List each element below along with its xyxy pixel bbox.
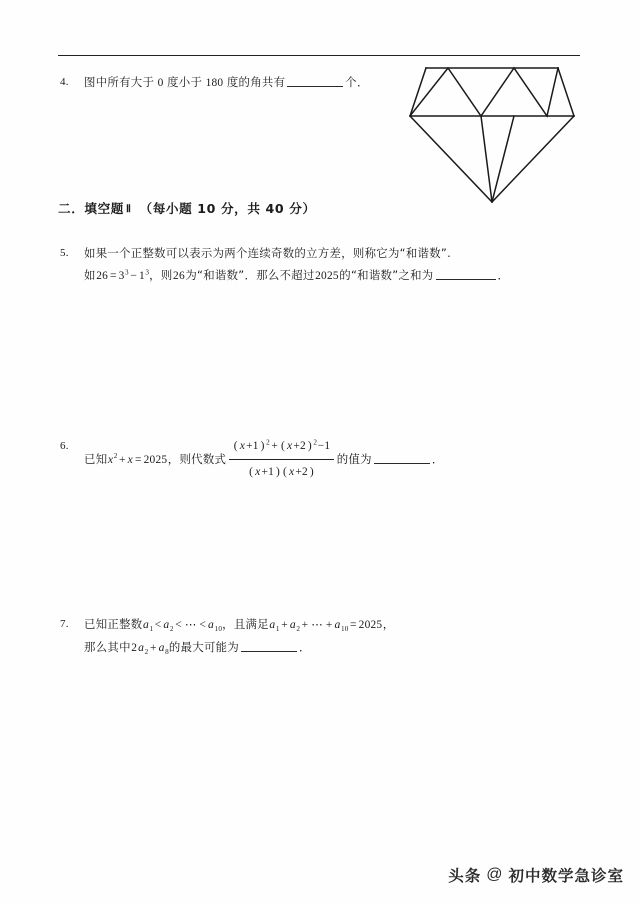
q6-plus: +: [119, 453, 126, 466]
q7-target-a2-sub: 2: [144, 647, 149, 656]
q6-den-b-open: (: [282, 465, 287, 478]
q7-sum-a2-sub: 2: [296, 625, 301, 634]
question-6-body: [84, 436, 444, 484]
q6-var-x-squared: x: [107, 452, 114, 466]
section-heading-label: 二．填空题: [58, 201, 124, 216]
q5-exponent-1: 3: [145, 268, 150, 277]
q5-base-3: 3: [118, 270, 125, 283]
q6-post: 的值为: [336, 451, 372, 466]
q6-num-b-close: ): [307, 440, 312, 452]
diamond-figure-svg: [408, 58, 576, 204]
page-top-rule: [58, 55, 580, 56]
q7-a2: a: [163, 618, 170, 631]
q4-text-pre: 图中所有大于: [84, 75, 155, 89]
q6-num-a-plus1: +1: [246, 440, 259, 452]
question-7-number: 7.: [60, 618, 69, 630]
q7-sum-plus-2: +: [301, 619, 309, 631]
q7-line2-tail: ．: [299, 639, 311, 654]
q7-a1: a: [142, 618, 149, 631]
gem-pavilion-facet-left: [481, 116, 492, 202]
q7-a10-sub: 10: [214, 625, 223, 634]
q6-num-b-exponent: 2: [313, 438, 318, 447]
q5-line2-mid-2: 为“和谐数”．那么不超过: [185, 268, 315, 283]
q5-line2-tail: ．: [497, 268, 510, 283]
q4-answer-blank[interactable]: [287, 75, 343, 87]
q5-minus: −: [130, 270, 137, 283]
q6-den-a-plus: +1: [261, 465, 274, 478]
gem-upper-left-facet: [410, 68, 426, 116]
q6-equals: =: [135, 453, 142, 466]
watermark-at-symbol: @: [486, 866, 504, 883]
q4-number-180: 180: [205, 77, 224, 89]
q6-num-b-x: x: [287, 439, 293, 452]
q6-var-x: x: [127, 452, 134, 466]
question-7: [60, 614, 394, 659]
question-5-number: 5.: [60, 247, 69, 259]
q6-num-plus: +: [271, 440, 279, 452]
q7-sum-plus-3: +: [325, 619, 333, 631]
q7-lt-3: <: [199, 619, 207, 631]
q7-sum-a2: a: [289, 618, 296, 631]
q4-text-mid-1: 度小于: [167, 75, 203, 89]
gem-upper-right-facet: [558, 68, 574, 116]
q7-target-a2: a: [138, 640, 145, 654]
q6-num-a-open: (: [233, 440, 238, 452]
q6-tail: ．: [431, 451, 444, 466]
q7-line2-post: 的最大可能为: [168, 639, 240, 654]
q7-target-a8: a: [158, 640, 165, 654]
q5-number-26-b: 26: [173, 270, 185, 283]
q7-a1-sub: 1: [149, 625, 154, 634]
q7-answer-blank[interactable]: [241, 640, 297, 652]
q6-num-a-close: ): [260, 440, 265, 452]
question-5-line-1: [84, 243, 509, 265]
q6-num-a-exponent: 2: [266, 438, 270, 447]
question-4-line-1: [84, 72, 369, 95]
q6-fraction-denominator: [229, 460, 334, 484]
q7-line1-comma: ，: [382, 617, 395, 631]
q5-line2-pre: 如: [84, 268, 96, 283]
q6-den-b-plus: +2: [295, 465, 308, 478]
q5-number-26-a: 26: [96, 270, 108, 283]
question-7-line-1: [84, 614, 394, 637]
q6-num-b-plus2: +2: [293, 440, 306, 452]
section-heading: [58, 198, 316, 217]
gem-crown-facets: [410, 68, 558, 116]
question-7-line-2: [84, 637, 394, 660]
question-5-line-2: [84, 265, 509, 288]
q6-den-b-close: ): [309, 465, 314, 478]
q7-sum-a1-sub: 1: [275, 625, 280, 634]
q6-x-exponent: 2: [113, 452, 118, 461]
q7-sum-equals: =: [350, 619, 357, 631]
section-heading-score: （每小题 10 分，共 40 分）: [139, 201, 316, 216]
question-6-number: 6.: [60, 440, 69, 452]
q5-exponent-3: 3: [125, 268, 129, 277]
q7-a10: a: [208, 618, 215, 631]
question-4-number: 4.: [60, 76, 69, 88]
q6-den-a-open: (: [249, 465, 254, 478]
q7-mid: ，且满足: [222, 617, 269, 631]
q7-lt-2: <: [175, 619, 182, 631]
q7-lt-1: <: [154, 619, 162, 631]
q5-number-2025: 2025: [315, 270, 339, 283]
q5-base-1: 1: [138, 270, 145, 283]
q6-num-minus-one: −1: [317, 440, 331, 452]
watermark: [448, 864, 624, 886]
q4-text-tail: 个．: [345, 75, 369, 89]
gem-pavilion-facet-right: [492, 116, 514, 202]
q6-mid: ，则代数式: [167, 451, 227, 466]
q5-statement: 如果一个正整数可以表示为两个连续奇数的立方差，则称它为“和谐数”.: [84, 246, 452, 260]
q6-den-b-x: x: [288, 464, 295, 478]
q6-num-b-open: (: [281, 440, 286, 452]
q7-a2-sub: 2: [169, 625, 174, 634]
question-6: [60, 436, 444, 484]
gem-pavilion-outline: [410, 116, 574, 202]
q7-target-a8-sub: 8: [165, 647, 169, 656]
q7-sum-plus-1: +: [281, 619, 288, 631]
question-6-line-1: [84, 436, 444, 484]
q5-line2-mid-1: ，则: [149, 268, 173, 283]
watermark-account: 初中数学急诊室: [508, 867, 624, 885]
question-5: [60, 243, 509, 288]
q6-fraction: [229, 435, 334, 483]
q5-line2-mid-3: 的“和谐数”之和为: [339, 268, 434, 283]
q7-dots-2: ⋯: [311, 619, 323, 631]
q7-dots-1: ⋯: [184, 619, 197, 631]
q5-answer-blank[interactable]: [436, 268, 496, 280]
q7-line2-pre: 那么其中: [84, 639, 131, 654]
diamond-figure: [408, 58, 576, 204]
q7-sum-a1: a: [269, 618, 276, 631]
q7-sum-a10-sub: 10: [340, 625, 349, 634]
q7-pre: 已知正整数: [84, 617, 143, 631]
q5-equals: =: [110, 270, 117, 283]
q6-value-2025: 2025: [143, 453, 168, 466]
section-heading-roman: Ⅱ: [125, 204, 132, 215]
q4-text-mid-2: 度的角共有: [226, 75, 286, 89]
q6-pre: 已知: [84, 451, 108, 466]
q4-number-zero: 0: [157, 77, 164, 89]
q7-sum-a10: a: [334, 618, 341, 631]
q6-den-a-x: x: [255, 464, 261, 478]
question-7-body: [84, 614, 394, 659]
question-4-body: [84, 72, 369, 95]
q6-den-a-close: ): [275, 465, 280, 478]
q6-answer-blank[interactable]: [374, 452, 430, 464]
q7-sum-value: 2025: [358, 619, 383, 631]
q7-target-plus: +: [149, 641, 157, 654]
watermark-brand: 头条: [448, 867, 482, 885]
question-4: [60, 72, 369, 95]
q6-fraction-numerator: [229, 435, 334, 460]
q6-num-a-x: x: [239, 439, 246, 452]
q7-coefficient-2: 2: [131, 641, 138, 654]
question-5-body: [84, 243, 509, 288]
